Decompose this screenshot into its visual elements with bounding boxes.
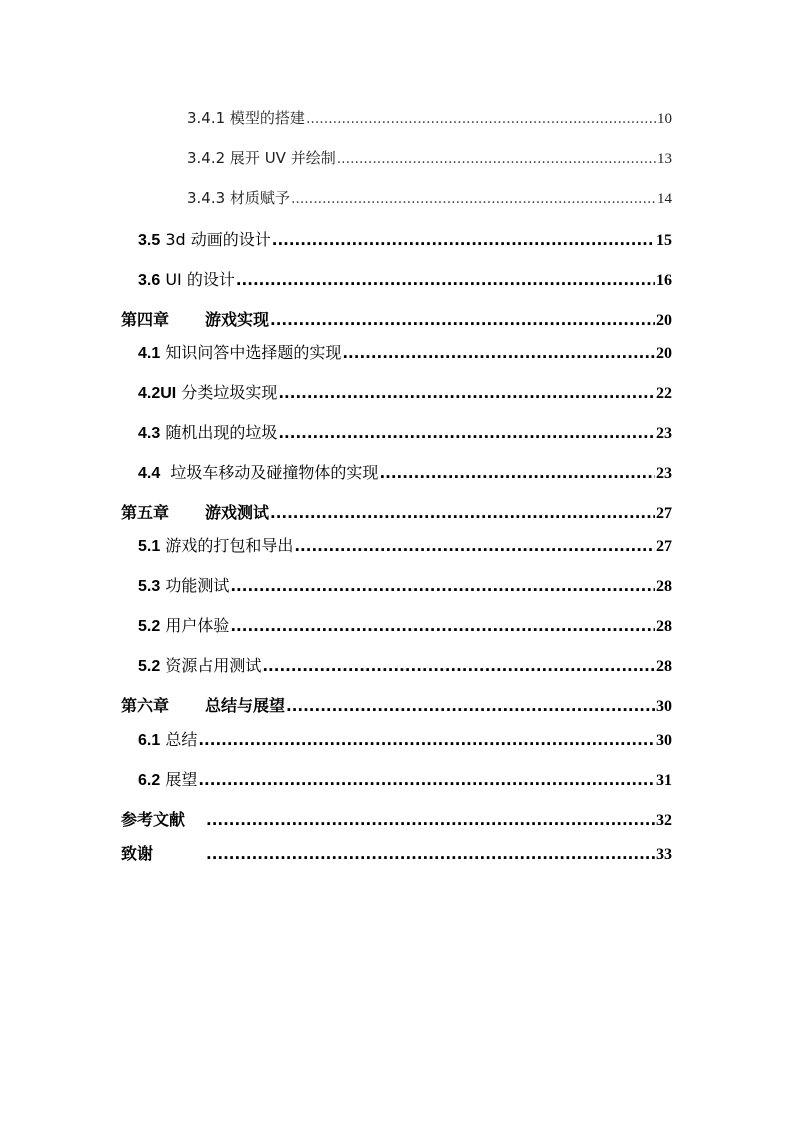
toc-entry-chapter-6[interactable] <box>121 693 672 716</box>
toc-entry-label: 3.4.2 展开 UV 并绘制 <box>187 149 336 167</box>
toc-page-number: 30 <box>656 698 672 715</box>
toc-entry-6-2[interactable] <box>138 767 672 790</box>
dot-leader <box>236 271 655 289</box>
toc-entry-label: 3.4.3 材质赋予 <box>187 189 290 207</box>
dot-leader <box>294 537 655 555</box>
toc-page-number: 33 <box>656 846 672 863</box>
toc-page-number: 30 <box>656 732 672 749</box>
toc-entry-3-5[interactable] <box>138 227 672 250</box>
toc-entry-label: 4.1 知识问答中选择题的实现 <box>138 343 342 362</box>
toc-entry-label: 5.1 游戏的打包和导出 <box>138 536 294 555</box>
toc-entry-3-4-3[interactable] <box>187 187 672 208</box>
toc-entry-5-2-user[interactable] <box>138 613 672 636</box>
toc-entry-label: 第六章 总结与展望 <box>121 696 286 715</box>
toc-entry-references[interactable] <box>121 807 672 830</box>
toc-entry-label: 参考文献 <box>121 810 186 829</box>
dot-leader <box>379 464 655 482</box>
dot-leader <box>270 311 655 329</box>
toc-entry-label: 4.4 垃圾车移动及碰撞物体的实现 <box>138 463 379 482</box>
toc-entry-label: 5.3 功能测试 <box>138 576 230 595</box>
toc-entry-4-1[interactable] <box>138 340 672 363</box>
toc-entry-label: 5.2 用户体验 <box>138 616 230 635</box>
toc-entry-label: 3.6 UI 的设计 <box>138 270 235 289</box>
toc-entry-label: 第五章 游戏测试 <box>121 503 270 522</box>
dot-leader <box>278 424 655 442</box>
toc-entry-chapter-5[interactable] <box>121 500 672 523</box>
dot-leader <box>342 344 655 362</box>
toc-page-number: 20 <box>656 312 672 329</box>
toc-page-number: 15 <box>656 232 672 249</box>
toc-entry-5-1[interactable] <box>138 533 672 556</box>
dot-leader <box>291 191 656 207</box>
dot-leader <box>270 504 655 522</box>
toc-page-number: 27 <box>656 538 672 555</box>
toc-entry-3-4-2[interactable] <box>187 147 672 168</box>
toc-entry-label: 6.1 总结 <box>138 730 198 749</box>
toc-entry-label: 致谢 <box>121 844 154 863</box>
toc-page-number: 14 <box>657 191 672 207</box>
dot-leader <box>272 231 655 249</box>
toc-entry-label: 3.5 3d 动画的设计 <box>138 230 271 249</box>
toc-entry-4-4[interactable] <box>138 460 672 483</box>
toc-page-number: 13 <box>657 151 672 167</box>
toc-entry-label: 4.3 随机出现的垃圾 <box>138 423 278 442</box>
dot-leader <box>198 771 655 789</box>
dot-leader <box>230 577 655 595</box>
dot-leader <box>198 731 655 749</box>
toc-page-number: 20 <box>656 345 672 362</box>
toc-entry-4-2[interactable] <box>138 380 672 403</box>
toc-page-number: 28 <box>656 658 672 675</box>
dot-leader <box>278 384 655 402</box>
toc-entry-3-6[interactable] <box>138 267 672 290</box>
toc-page-number: 23 <box>656 465 672 482</box>
toc-entry-chapter-4[interactable] <box>121 307 672 330</box>
toc-entry-label: 3.4.1 模型的搭建 <box>187 109 305 127</box>
toc-page-number: 16 <box>656 272 672 289</box>
dot-leader <box>206 845 655 863</box>
toc-entry-4-3[interactable] <box>138 420 672 443</box>
toc-page-number: 28 <box>656 618 672 635</box>
toc-entry-5-2-resource[interactable] <box>138 653 672 676</box>
toc-page-number: 28 <box>656 578 672 595</box>
dot-leader <box>286 697 655 715</box>
toc-entry-acknowledgements[interactable] <box>121 841 672 864</box>
toc-page-number: 32 <box>656 812 672 829</box>
dot-leader <box>306 111 656 127</box>
dot-leader <box>206 811 655 829</box>
dot-leader <box>337 151 656 167</box>
toc-page-number: 22 <box>656 385 672 402</box>
toc-page-number: 31 <box>656 772 672 789</box>
toc-entry-6-1[interactable] <box>138 727 672 750</box>
toc-page-number: 10 <box>657 111 672 127</box>
toc-entry-label: 4.2UI 分类垃圾实现 <box>138 383 278 402</box>
toc-page-number: 23 <box>656 425 672 442</box>
dot-leader <box>230 617 655 635</box>
toc-entry-5-3[interactable] <box>138 573 672 596</box>
toc-entry-label: 6.2 展望 <box>138 770 198 789</box>
toc-entry-3-4-1[interactable] <box>187 107 672 128</box>
dot-leader <box>262 657 655 675</box>
toc-entry-label: 5.2 资源占用测试 <box>138 656 262 675</box>
toc-entry-label: 第四章 游戏实现 <box>121 310 270 329</box>
toc-page-number: 27 <box>656 505 672 522</box>
